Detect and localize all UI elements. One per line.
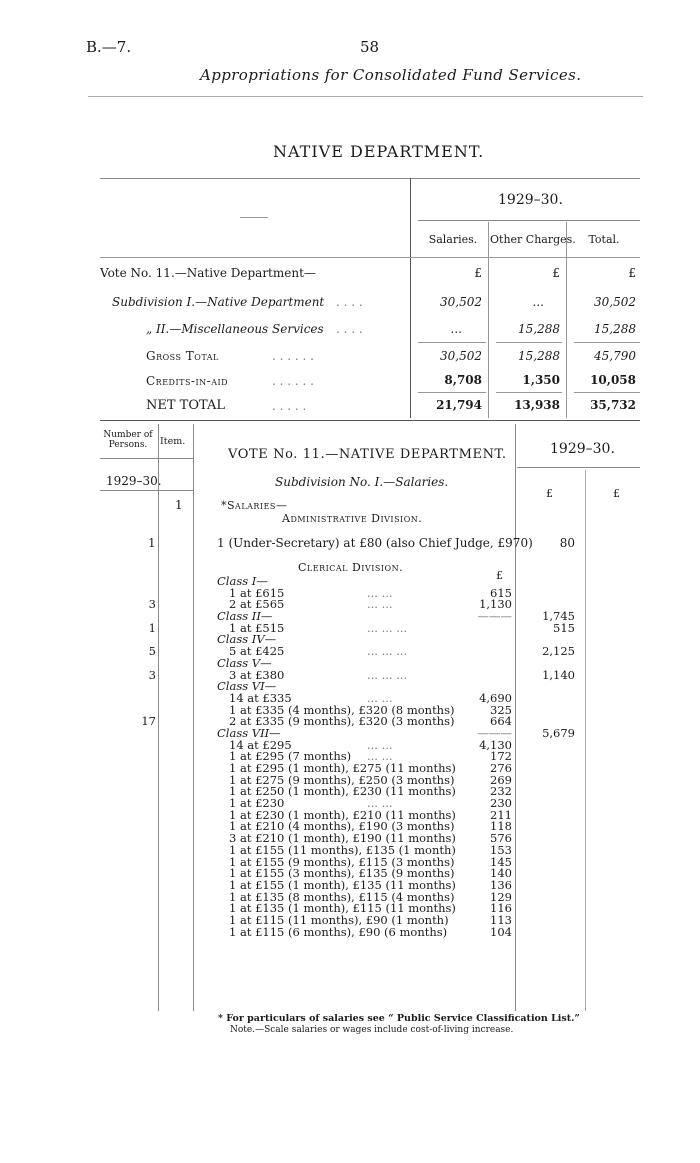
sub-amount: 104 xyxy=(490,924,512,939)
sub-amount: 232 xyxy=(490,784,512,799)
row-text: 1 at £210 (4 months), £190 (3 months) xyxy=(229,819,455,834)
row-text-value: 2 at £565 xyxy=(229,597,285,612)
vote-label: Vote No. 11.—Native Department— xyxy=(100,266,316,280)
row-text: Class V— xyxy=(217,655,272,670)
sub-amount: 1,130 xyxy=(479,597,512,612)
row-text: 1 at £135 (8 months), £115 (4 months) xyxy=(229,889,455,904)
row-text: 2 at £335 (9 months), £320 (3 months) xyxy=(229,714,455,729)
detail-year-right: 1929–30. xyxy=(550,441,615,457)
leader-dots: ... ... ... xyxy=(367,620,408,635)
sub-amount: 145 xyxy=(490,854,512,869)
sub-amount: 211 xyxy=(490,807,512,822)
row-text-value: 1 at £230 xyxy=(229,796,285,811)
total-amount: 2,125 xyxy=(542,644,575,659)
sub-amount: ——— xyxy=(477,609,512,624)
admin-division-heading: Administrative Division. xyxy=(282,512,423,525)
sub-amount: 113 xyxy=(490,912,512,927)
sub-amount xyxy=(462,646,512,658)
row-text-value: 3 at £380 xyxy=(229,667,285,682)
persons-cell: 5 xyxy=(148,644,156,659)
page-number: 58 xyxy=(360,38,380,56)
total-amount: 1,140 xyxy=(542,667,575,682)
persons-cell: 1 xyxy=(148,620,156,635)
total-value: 35,732 xyxy=(590,398,636,412)
row-text: 1 at £335 (4 months), £320 (8 months) xyxy=(229,702,455,717)
sub-amount: 276 xyxy=(490,761,512,775)
persons-column xyxy=(100,576,156,728)
row-text: Class I— xyxy=(217,574,268,588)
row-text-value: 14 at £295 xyxy=(229,737,292,752)
item-number: 1 xyxy=(175,498,183,512)
admin-amount: 80 xyxy=(559,536,575,550)
total-value: 30,502 xyxy=(594,295,636,309)
salaries-value: 8,708 xyxy=(444,373,482,387)
pound-sign: £ xyxy=(496,569,503,582)
subdivision-title: Subdivision No. I.—Salaries. xyxy=(275,475,449,489)
currency-salaries: £ xyxy=(474,266,482,280)
persons-cell xyxy=(100,588,156,600)
row-text: Class VII— xyxy=(217,725,281,740)
sub-amount: 325 xyxy=(490,702,512,717)
leader-dots: . . . . xyxy=(336,322,363,336)
row-text: Class VI— xyxy=(217,679,277,694)
leader-dots: ... ... xyxy=(367,749,393,764)
persons-cell xyxy=(100,611,156,623)
salaries-value: ... xyxy=(450,322,462,336)
row-text: Class IV— xyxy=(217,632,277,647)
row-text-value: 5 at £425 xyxy=(229,644,285,659)
page-code: B.—7. xyxy=(86,38,132,56)
sub-amount xyxy=(462,658,512,670)
row-text: 1 at £155 (1 month), £135 (11 months) xyxy=(229,877,456,892)
credits-in-aid-label: Credits-in-aid xyxy=(146,374,229,388)
sub-amount: ——— xyxy=(477,725,512,740)
salaries-value: 30,502 xyxy=(440,349,482,363)
col-other-charges: Other Charges. xyxy=(490,233,576,246)
gross-total-label: Gross Total xyxy=(146,349,219,363)
persons-cell xyxy=(100,658,156,670)
page-subtitle: Appropriations for Consolidated Fund Services. xyxy=(200,66,582,84)
other-value: 15,288 xyxy=(518,322,560,336)
detail-year-left: 1929–30. xyxy=(106,474,162,488)
row-text: 1 at £250 (1 month), £230 (11 months) xyxy=(229,784,456,799)
salaries-value: 30,502 xyxy=(440,295,482,309)
clerical-division-heading: Clerical Division. xyxy=(298,561,404,574)
header-rule xyxy=(88,96,643,97)
total-amount xyxy=(517,576,575,588)
detail-currency-2: £ xyxy=(613,487,620,500)
detail-currency-1: £ xyxy=(546,487,553,500)
leader-dots: . . . . xyxy=(336,295,363,309)
other-value: 1,350 xyxy=(522,373,560,387)
sub-amount: 4,130 xyxy=(479,737,512,752)
row-text: 1 at £155 (3 months), £135 (9 months) xyxy=(229,866,455,881)
persons-cell: 3 xyxy=(148,597,156,612)
footnote-classification: * For particulars of salaries see “ Public Service Classification List.” xyxy=(218,1013,580,1024)
row-text: Class II— xyxy=(217,609,273,624)
col-salaries: Salaries. xyxy=(428,233,478,246)
admin-line: 1 (Under-Secretary) at £80 (also Chief Judge, £970) xyxy=(217,536,533,550)
row-text: 1 at £115 (11 months), £90 (1 month) xyxy=(229,912,449,927)
total-amount: 1,745 xyxy=(542,609,575,624)
persons-cell xyxy=(100,693,156,705)
summary-row-label: Subdivision I.—Native Department xyxy=(112,295,325,309)
sub-amount: 153 xyxy=(490,842,512,857)
total-amount xyxy=(517,693,575,705)
total-amount: 515 xyxy=(553,620,575,635)
sub-amount: 129 xyxy=(490,889,512,904)
row-text-value: 1 at £615 xyxy=(229,585,285,600)
persons-cell: 3 xyxy=(148,667,156,682)
leader-dots: ... ... xyxy=(367,585,393,600)
leader-dots: ... ... xyxy=(367,597,393,612)
persons-cell xyxy=(100,634,156,646)
leader-dots: ... ... ... xyxy=(367,667,408,682)
col-persons-label: Number of Persons. xyxy=(103,430,153,450)
total-value: 15,288 xyxy=(594,322,636,336)
description-column xyxy=(217,576,467,938)
col-item-label: Item. xyxy=(160,436,186,447)
row-text: 3 at £210 (1 month), £190 (11 months) xyxy=(229,831,456,846)
row-text: 1 at £275 (9 months), £250 (3 months) xyxy=(229,772,455,787)
leader-dots: ... ... ... xyxy=(367,644,408,659)
sub-amount: 118 xyxy=(490,819,512,834)
sub-amount: 269 xyxy=(490,772,512,787)
sub-amount: 230 xyxy=(490,796,512,811)
total-value: 10,058 xyxy=(590,373,636,387)
salaries-value: 21,794 xyxy=(436,398,482,412)
total-amount: 5,679 xyxy=(542,725,575,740)
leader-dots: . . . . . . xyxy=(272,374,314,388)
sub-amount: 172 xyxy=(490,749,512,764)
total-amount xyxy=(517,705,575,717)
sub-amount xyxy=(462,670,512,682)
leader-dots: . . . . . . xyxy=(272,349,314,363)
row-text-value: 1 at £295 (7 months) xyxy=(229,749,352,764)
persons-cell xyxy=(100,576,156,588)
net-total-label: NET TOTAL xyxy=(146,398,225,413)
currency-total: £ xyxy=(628,266,636,280)
other-value: 13,938 xyxy=(514,398,560,412)
row-text: 1 at £230 (1 month), £210 (11 months) xyxy=(229,807,456,822)
other-value: ... xyxy=(532,295,544,309)
persons-cell: 17 xyxy=(141,714,156,729)
sub-amount: 615 xyxy=(490,585,512,600)
department-title: NATIVE DEPARTMENT. xyxy=(273,142,485,161)
row-text: 1 at £155 (9 months), £115 (3 months) xyxy=(229,854,455,869)
leader-dots: ... ... xyxy=(367,737,393,752)
total-column xyxy=(517,576,575,740)
leader-dots: . . . . . xyxy=(272,399,307,413)
sub-amount: 664 xyxy=(490,714,512,729)
salaries-heading: *Salaries— xyxy=(221,499,288,512)
row-text: 1 at £135 (1 month), £115 (11 months) xyxy=(229,901,456,916)
footnote-cost-of-living: Note.—Scale salaries or wages include cost-of-living increase. xyxy=(230,1025,514,1035)
sub-amount: 136 xyxy=(490,877,512,892)
summary-row-label: „ II.—Miscellaneous Services xyxy=(146,322,324,336)
row-text-value: 14 at £335 xyxy=(229,690,292,705)
other-value: 15,288 xyxy=(518,349,560,363)
total-amount xyxy=(517,588,575,600)
vote-title: VOTE No. 11.—NATIVE DEPARTMENT. xyxy=(228,447,507,462)
sub-amount: 4,690 xyxy=(479,690,512,705)
row-text: 1 at £295 (1 month), £275 (11 months) xyxy=(229,761,456,775)
total-amount xyxy=(517,681,575,693)
sub-amount-column xyxy=(462,576,512,938)
sub-amount: 140 xyxy=(490,866,512,881)
sub-amount: 116 xyxy=(490,901,512,916)
sub-amount xyxy=(462,623,512,635)
sub-amount xyxy=(462,634,512,646)
leader-dots: ... ... xyxy=(367,690,393,705)
persons-cell xyxy=(100,681,156,693)
currency-other: £ xyxy=(552,266,560,280)
total-value: 45,790 xyxy=(594,349,636,363)
row-text-value: 1 at £515 xyxy=(229,620,285,635)
sub-amount: 576 xyxy=(490,831,512,846)
row-text: 1 at £155 (11 months), £135 (1 month) xyxy=(229,842,456,857)
summary-year: 1929–30. xyxy=(498,192,563,208)
col-total: Total. xyxy=(588,233,620,246)
leader-dots: ... ... xyxy=(367,796,393,811)
admin-persons: 1 xyxy=(148,536,156,550)
row-text: 1 at £115 (6 months), £90 (6 months) xyxy=(229,924,448,939)
